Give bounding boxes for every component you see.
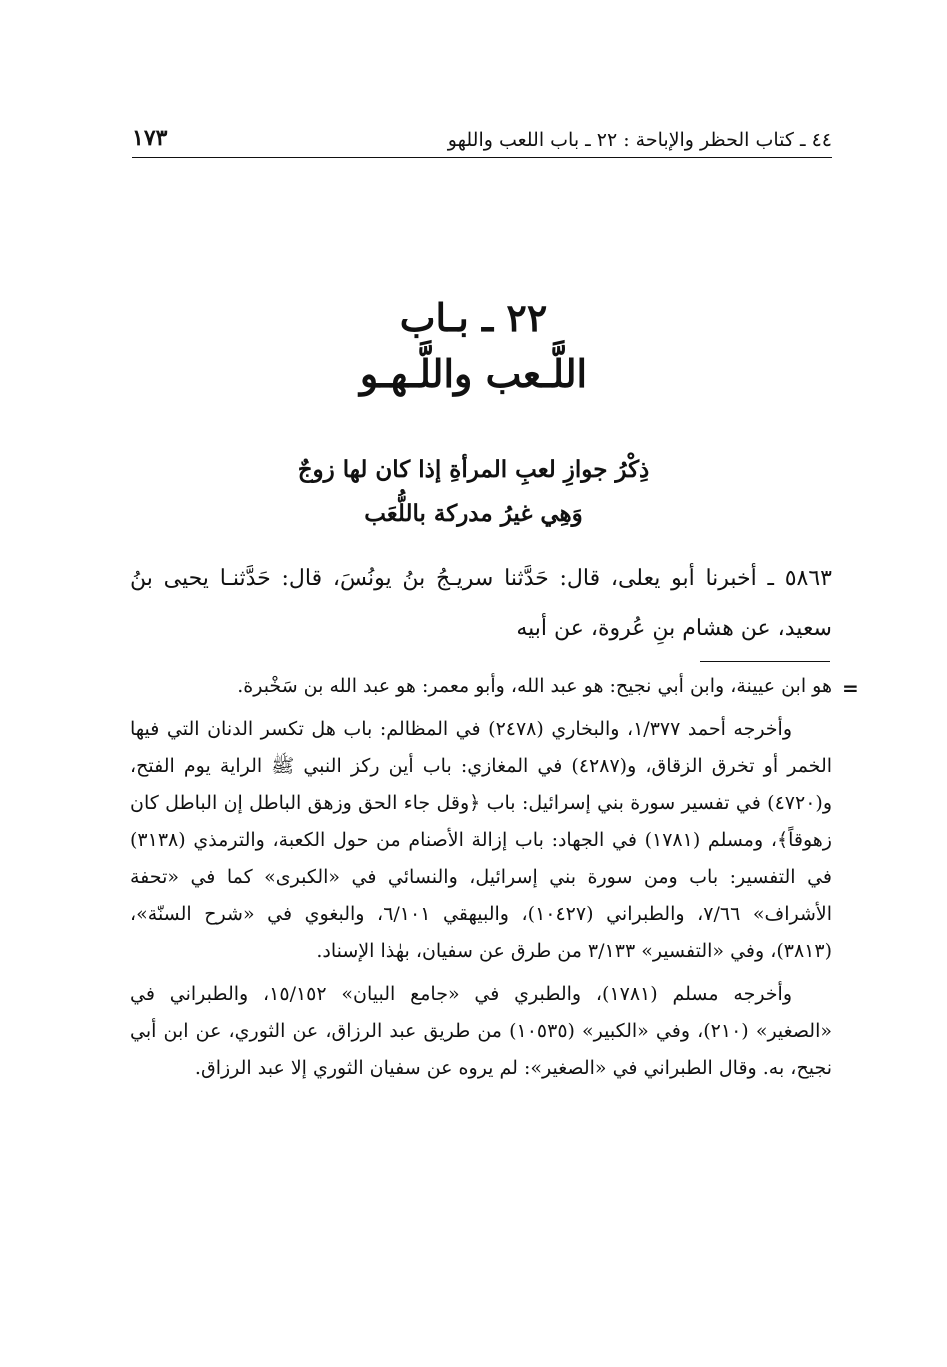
running-header xyxy=(132,118,832,158)
header-title: ٤٤ ـ كتاب الحظر والإباحة : ٢٢ ـ باب اللعب واللهو xyxy=(447,129,832,151)
footnote-continuation-mark: = xyxy=(842,676,859,700)
section-heading xyxy=(0,448,947,536)
page-number: ١٧٣ xyxy=(132,125,168,151)
chapter-number-line: ٢٢ ـ بـاب xyxy=(399,295,548,340)
footnote-separator xyxy=(700,661,830,662)
chapter-name-line: اللَّـعب واللَّـهـو xyxy=(359,351,588,396)
hadith-paragraph: ٥٨٦٣ ـ أخبرنا أبو يعلى، قال: حَدَّثنا سريـجُ بنُ يونُسَ، قال: حَدَّثنـا يحيى بنُ سعيد، عن هشام بنِ عُروة، عن أبيه xyxy=(130,566,832,641)
footnote-paragraph: وأخرجه أحمد ١/٣٧٧، والبخاري (٢٤٧٨) في المظالم: باب هل تكسر الدنان التي فيها الخمر أو تخرق الزقاق، و(٤٢٨٧) في المغازي: باب أين ركز النبي ﷺ الراية يوم الفتح، و(٤٧٢٠) في تفسير سورة بني إسرائيل: باب ﴿وقل جاء الحق وزهق الباطل إن الباطل كان زهوقاً﴾، ومسلم (١٧٨١) في الجهاد: باب إزالة الأصنام من حول الكعبة، والترمذي (٣١٣٨) في التفسير: باب ومن سورة بني إسرائيل، والنسائي في «الكبرى» كما في «تحفة الأشراف» ٧/٦٦، والطبراني (١٠٤٢٧)، والبيهقي ٦/١٠١، والبغوي في «شرح السنّة»، (٣٨١٣)، وفي «التفسير» ٣/١٣٣ من طرق عن سفيان، بهٰذا الإسناد. xyxy=(130,718,833,962)
section-heading-line-1: ذِكْرُ جوازِ لعبِ المرأةِ إذا كان لها زوجٌ xyxy=(297,456,650,483)
footnote-paragraph: هو ابن عيينة، وابن أبي نجيح: هو عبد الله، وأبو معمر: هو عبد الله بن سَخْبرة. xyxy=(237,675,832,697)
section-heading-line-2: وَهِي غيرُ مدركة باللُّعَب xyxy=(364,500,583,527)
footnote-paragraph: وأخرجه مسلم (١٧٨١)، والطبري في «جامع البيان» ١٥/١٥٢، والطبراني في «الصغير» (٢١٠)، وفي «الكبير» (١٠٥٣٥) من طريق عبد الرزاق، عن الثوري، عن ابن أبي نجيح، به. وقال الطبراني في «الصغير»: لم يروه عن سفيان الثوري إلا عبد الرزاق. xyxy=(130,983,832,1079)
hadith-text-block xyxy=(130,554,832,654)
footnotes-block xyxy=(130,668,832,1093)
chapter-title xyxy=(0,290,947,402)
